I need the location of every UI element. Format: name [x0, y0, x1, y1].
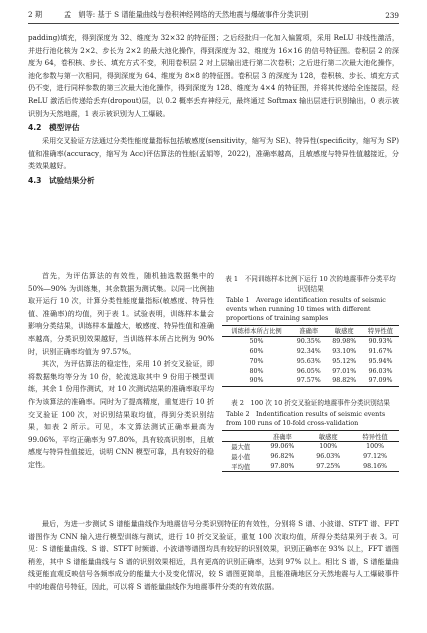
table-2-col-sensitivity: 敏感度: [318, 433, 338, 441]
table-1-caption: 表 1 不同训练样本比例下运行 10 次的地震事件分类平均识别结果: [225, 275, 396, 293]
table-cell: 96.82%: [270, 453, 295, 461]
left-column: [28, 270, 214, 472]
table-cell: 89.98%: [332, 338, 357, 346]
table-cell: 最小值: [231, 454, 251, 462]
table-1-col-ratio: 训练样本所占比例: [231, 328, 282, 336]
table-cell: 97.80%: [270, 463, 295, 471]
lower-text-block: [28, 518, 399, 594]
table-row: [222, 462, 399, 472]
table-row: [222, 356, 399, 366]
table-cell: 91.67%: [368, 347, 393, 355]
table-row: [222, 347, 399, 357]
table-cell: 97.57%: [296, 377, 321, 385]
table-cell: 92.34%: [296, 347, 321, 355]
table-cell: 50%: [249, 338, 264, 346]
running-title: 孟 娟等: 基于 S 谱能量曲线与卷积神经网络的天然地震与爆破事件分类识别: [64, 10, 309, 19]
paragraph-training-ratio: 首先，为评估算法的有效性，随机抽选数据集中的 50%—90% 为训练集，其余数据为测试集。以同一比例抽取开运行 10 次，计算分类性能度量指标(敏感度、特异性值、准确率)的均值，列于表 1。试验表明，训练样本量会影响分类结果，训练样本量越大，敏感度、特异性值和准确率越高，分类识别效果越好，当训练样本所占比例为 90% 时，识别正确率均值为 97.57%。: [28, 271, 214, 356]
table-2-caption-en: Table 2 Indentification results of seismic events from 100 runs of 10-fold cross-validation: [226, 410, 386, 428]
table-cell: 95.63%: [296, 357, 321, 365]
table-cell: 96.05%: [296, 367, 321, 375]
paragraph-cross-validation: 其次，为评估算法的稳定性，采用 10 折交叉验证，即将数据集均等分为 10 份，轮流选取其中 9 份用于模型训练，其余 1 份用作测试，对 10 次测试结果的准确率取平均作为该算法的准确率。同时为了提高精度，重复进行 10 折交叉验证 100 次，对识别结果取均值，得到分类识别结果，如表 2 所示。可见，本文算法测试正确率最高为 99.06%，平均正确率为 97.80%，具有较高识别率，且敏感度与特异性值接近，说明 CNN 模型可靠，具有较好的稳定性。: [28, 359, 214, 469]
table-1-col-sensitivity: 敏感度: [334, 328, 354, 336]
table-row: [222, 442, 399, 452]
table-2-caption: 表 2 100 次 10 折交叉验证的地震事件分类识别结果: [231, 398, 390, 407]
table-row: [222, 336, 399, 346]
table-2-col-accuracy: 准确率: [272, 433, 292, 441]
paragraph-spectrum-comparison: 最后，为进一步测试 S 谱能量曲线作为地震信号分类识别特征的有效性，分别将 S 谱、小波谱、STFT 谱、FFT 谱图作为 CNN 输入进行模型训练与测试，进行 10 折交叉验证，重复 100 次取均值，所得分类结果列于表 3。可见：S 谱能量曲线、S 谱、STFT 时频谱、小波谱等谱图均具有较好的识别效果，识别正确率在 93% 以上，FFT 谱图稍差，其中 S 谱能量曲线与 S 谱的识别效果相近，具有更高的识别正确率，达到 97% 以上。相比 S 谱，S 谱能量曲线更能直观反映信号各频率成分的能量大小及变化情况，较 S 谱图更简单，且能准确地区分天然地震与人工爆破事件中的地震信号特征，因此，可以将 S 谱能量曲线作为地震事件分类的有效依据。: [28, 519, 399, 591]
table-cell: 80%: [249, 367, 264, 375]
header-rule: [28, 23, 399, 24]
issue-label: 2 期: [28, 10, 43, 19]
table-cell: 97.01%: [332, 367, 357, 375]
table-cell: 100%: [366, 443, 385, 451]
paragraph-network-structure: padding)填充，得到深度为 32、维度为 32×32 的特征图；之后经批归一化加入偏置项，采用 ReLU 非线性激活，并进行池化核为 2×2、步长为 2×2 的最大池化操作，得到深度为 32、维度为 16×16 的信号特征图。卷积层 2 的深度为 64，卷积核、步长、填充方式不变，利用卷积层 2 对上层输出进行第二次卷积；之后进行第二次最大池化操作，池化参数与第一次相同，得到深度为 64、维度为 8×8 的特征图。卷积层 3 的深度为 128，卷积核、步长、填充方式仍不变，进行同样参数的第三次最大池化操作，得到深度为 128、维度为 4×4 的特征图，并将其传递给全连接层，经 ReLU 激活后传递给丢弃(dropout)层，以 0.2 概率丢弃神经元，最终通过 Softmax 输出层进行识别输出，0 表示被识别为天然地震，1 表示被识别为人工爆破。: [28, 33, 399, 118]
table-cell: 93.10%: [332, 347, 357, 355]
table-1-col-accuracy: 准确率: [299, 328, 319, 336]
table-cell: 95.12%: [332, 357, 357, 365]
right-column: [222, 275, 399, 472]
table-row: [222, 452, 399, 462]
page-number: 239: [385, 10, 399, 20]
table-cell: 98.82%: [332, 377, 357, 385]
table-cell: 95.94%: [368, 357, 393, 365]
table-1-col-specificity: 特异性值: [367, 328, 394, 336]
table-cell: 100%: [319, 443, 338, 451]
table-row: [222, 376, 399, 386]
table-cell: 98.16%: [363, 463, 388, 471]
paragraph-model-evaluation: 采用交叉验证方法通过分类性能度量指标包括敏感度(sensitivity，缩写为 SE)、特异性(specificity，缩写为 SP)值和准确率(accuracy，缩写为 Acc)评估算法的性能(孟娟等，2022)，准确率越高，且敏感度与特异性值越接近，分类效果越好。: [28, 136, 399, 171]
table-2-block: [222, 399, 399, 473]
table-cell: 60%: [249, 347, 264, 355]
table-1-header-row: [222, 326, 399, 337]
table-cell: 97.09%: [368, 377, 393, 385]
table-cell: 99.06%: [270, 443, 295, 451]
table-cell: 90%: [249, 377, 264, 385]
table-row: [222, 366, 399, 376]
table-2-col-stat: [222, 431, 259, 442]
table-1: [222, 325, 399, 387]
running-header: [28, 9, 399, 21]
table-cell: 97.25%: [316, 463, 341, 471]
table-cell: 平均值: [231, 464, 251, 472]
table-cell: 90.93%: [368, 338, 393, 346]
table-cell: 70%: [249, 357, 264, 365]
table-cell: 96.03%: [368, 367, 393, 375]
table-1-caption-en: Table 1 Average identification results of seismic events when running 10 times with different proportions of training samples: [226, 296, 386, 322]
table-cell: 96.03%: [316, 453, 341, 461]
table-1-block: [222, 275, 399, 387]
table-2: [222, 430, 399, 472]
table-cell: 97.12%: [363, 453, 388, 461]
section-4-3-heading: 4.3 试验结果分析: [28, 175, 95, 185]
table-cell: 最大值: [231, 444, 251, 452]
table-cell: 90.35%: [296, 338, 321, 346]
table-2-header-row: [222, 431, 399, 442]
upper-text-block: [28, 32, 399, 188]
section-4-2-heading: 4.2 模型评估: [28, 123, 80, 133]
table-2-col-specificity: 特异性值: [362, 433, 388, 441]
